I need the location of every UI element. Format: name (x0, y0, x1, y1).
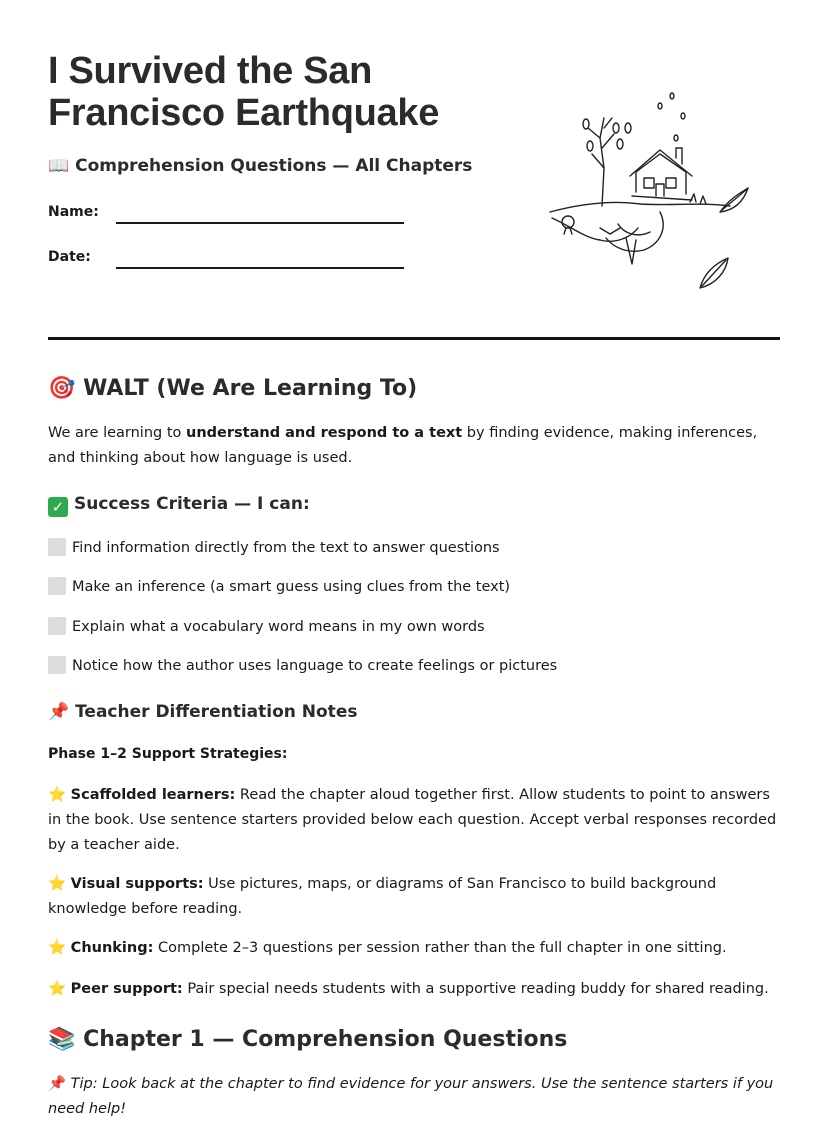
subtitle-text: Comprehension Questions — All Chapters (75, 156, 473, 176)
strategy-label: Visual supports: (70, 876, 204, 892)
criteria-text: Make an inference (a smart guess using clues from the text) (72, 579, 511, 595)
page-title: I Survived the San Francisco Earthquake (48, 50, 440, 134)
date-label: Date: (48, 249, 91, 265)
success-criteria-item[interactable] (48, 538, 748, 558)
chapter-1-heading (48, 1027, 567, 1052)
success-criteria-item[interactable] (48, 577, 748, 597)
strategy-text: Read the chapter aloud together first. Allow students to point to answers in the book. Use sentence starters provided below each question. Accept verbal responses recorded by a teacher aide. (48, 787, 777, 853)
worksheet-subtitle (48, 156, 472, 176)
name-field[interactable] (48, 200, 408, 224)
differentiation-heading-text: Teacher Differentiation Notes (75, 702, 358, 722)
check-mark-icon: ✓ (48, 497, 68, 517)
date-answer-line[interactable] (116, 267, 404, 269)
star-icon: ⭐ (48, 876, 67, 892)
pushpin-icon: 📌 (48, 702, 70, 722)
strategy-item (48, 872, 778, 922)
phase-label: Phase 1–2 Support Strategies: (48, 746, 288, 762)
criteria-text: Notice how the author uses language to create feelings or pictures (72, 658, 558, 674)
criteria-checkbox[interactable] (48, 577, 66, 595)
walt-text-end: by finding evidence, making inferences, and thinking about how language is used. (48, 425, 758, 466)
name-label: Name: (48, 204, 99, 220)
criteria-text: Find information directly from the text to answer questions (72, 540, 500, 556)
books-icon: 📚 (48, 1027, 76, 1052)
chapter-1-heading-text: Chapter 1 — Comprehension Questions (83, 1027, 568, 1052)
success-criteria-item[interactable] (48, 617, 748, 637)
chapter-1-tip (48, 1072, 778, 1122)
strategy-text: Complete 2–3 questions per session rather than the full chapter in one sitting. (153, 940, 727, 956)
criteria-checkbox[interactable] (48, 656, 66, 674)
strategy-label: Scaffolded learners: (70, 787, 236, 803)
date-field[interactable] (48, 245, 408, 269)
criteria-checkbox[interactable] (48, 538, 66, 556)
walt-text-start: We are learning to (48, 425, 187, 441)
tip-text: Tip: Look back at the chapter to find evidence for your answers. Use the sentence starters if you need help! (48, 1076, 774, 1117)
open-book-icon: 📖 (48, 156, 70, 176)
strategy-text: Use pictures, maps, or diagrams of San Francisco to build background knowledge before reading. (48, 876, 717, 917)
success-criteria-item[interactable] (48, 656, 748, 676)
criteria-checkbox[interactable] (48, 617, 66, 635)
header-divider (48, 337, 780, 340)
strategy-text: Pair special needs students with a supportive reading buddy for shared reading. (182, 981, 769, 997)
strategy-item (48, 936, 778, 961)
strategy-label: Chunking: (70, 940, 154, 956)
star-icon: ⭐ (48, 981, 67, 997)
star-icon: ⭐ (48, 940, 67, 956)
strategy-item (48, 977, 778, 1002)
strategy-label: Peer support: (70, 981, 183, 997)
earthquake-house-illustration (540, 88, 752, 294)
success-criteria-heading-text: Success Criteria — I can: (74, 494, 310, 514)
star-icon: ⭐ (48, 787, 67, 803)
criteria-text: Explain what a vocabulary word means in my own words (72, 619, 485, 635)
differentiation-heading (48, 702, 357, 722)
pushpin-icon: 📌 (48, 1076, 67, 1092)
walt-heading-text: WALT (We Are Learning To) (83, 376, 418, 401)
strategy-item (48, 783, 778, 858)
walt-heading (48, 376, 417, 401)
success-criteria-heading (48, 494, 310, 517)
target-icon: 🎯 (48, 376, 76, 401)
walt-text-emphasis: understand and respond to a text (186, 425, 463, 441)
walt-description (48, 421, 778, 471)
name-answer-line[interactable] (116, 222, 404, 224)
